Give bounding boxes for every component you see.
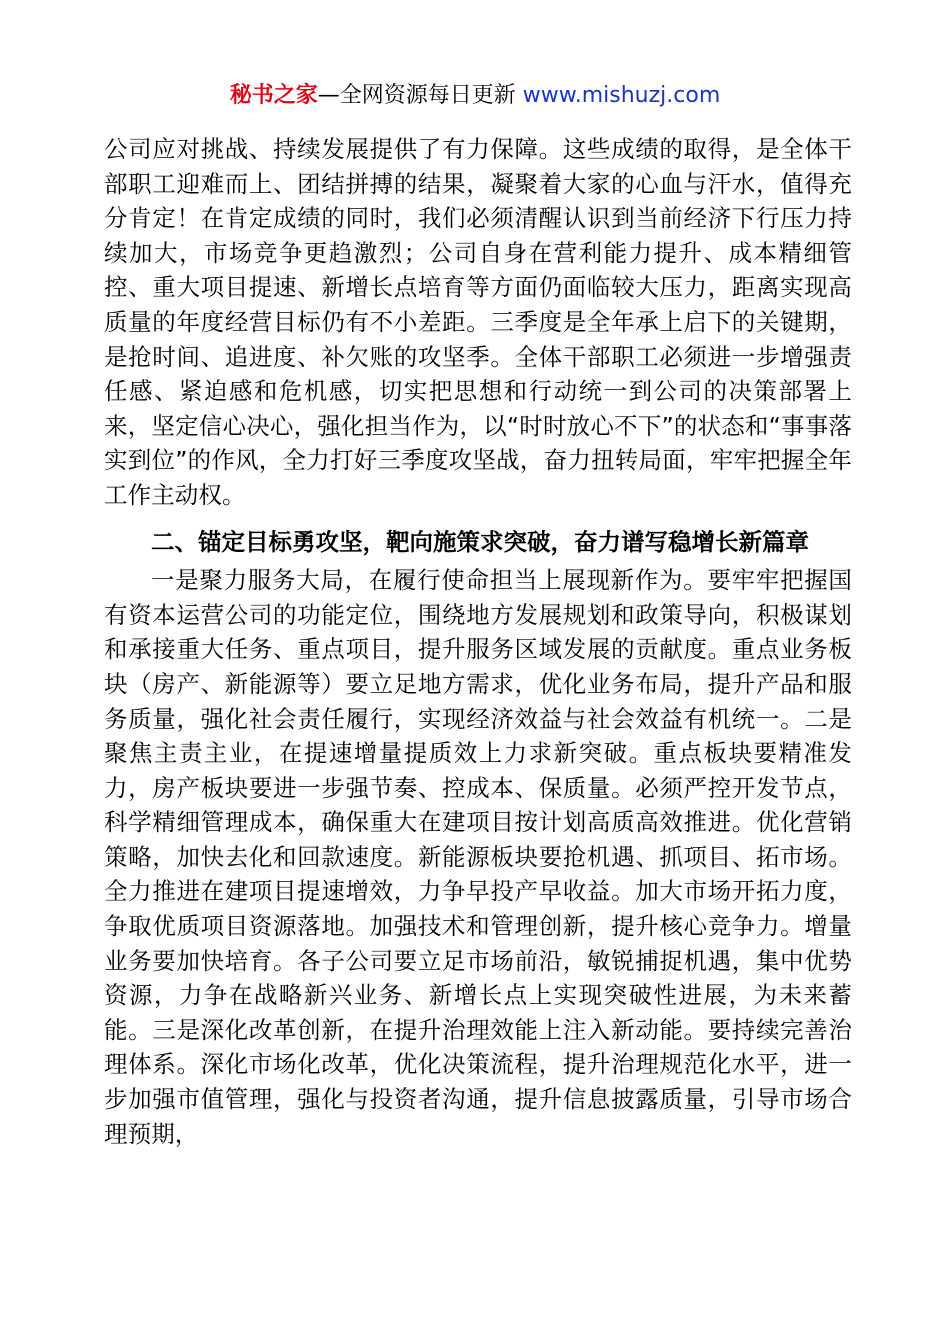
section-heading: 二、锚定目标勇攻坚，靶向施策求突破，奋力谱写稳增长新篇章 [151, 527, 809, 556]
paragraph-continuation: 公司应对挑战、持续发展提供了有力保障。这些成绩的取得，是全体干部职工迎难而上、团结拼搏的结果，凝聚着大家的心血与汗水，值得充分肯定！在肯定成绩的同时，我们必须清醒认识到当前经济下行压力持续加大，市场竞争更趋激烈；公司自身在营利能力提升、成本精细管控、重大项目提速、新增长点培育等方面仍面临较大压力，距离实现高质量的年度经营目标仍有不小差距。三季度是全年承上启下的关键期，是抢时间、追进度、补欠账的攻坚季。全体干部职工必须进一步增强责任感、紧迫感和危机感，切实把思想和行动统一到公司的决策部署上来，坚定信心决心，强化担当作为，以“时时放心不下”的状态和“事事落实到位”的作风，全力打好三季度攻坚战，奋力扭转局面，牢牢把握全年工作主动权。 [104, 135, 852, 509]
header-tagline: —全网资源每日更新 [317, 83, 523, 108]
brand-name: 秘书之家 [229, 83, 318, 108]
site-url-link[interactable]: www.mishuzj.com [522, 83, 721, 108]
document-body [104, 132, 852, 1151]
site-header [0, 80, 950, 112]
paragraph-section-body: 一是聚力服务大局，在履行使命担当上展现新作为。要牢牢把握国有资本运营公司的功能定位，围绕地方发展规划和政策导向，积极谋划和承接重大任务、重点项目，提升服务区域发展的贡献度。重点业务板块（房产、新能源等）要立足地方需求，优化业务布局，提升产品和服务质量，强化社会责任履行，实现经济效益与社会效益有机统一。二是聚焦主责主业，在提速增量提质效上力求新突破。重点板块要精准发力，房产板块要进一步强节奏、控成本、保质量。必须严控开发节点，科学精细管理成本，确保重大在建项目按计划高质高效推进。优化营销策略，加快去化和回款速度。新能源板块要抢机遇、抓项目、拓市场。全力推进在建项目提速增效，力争早投产早收益。加大市场开拓力度，争取优质项目资源落地。加强技术和管理创新，提升核心竞争力。增量业务要加快培育。各子公司要立足市场前沿，敏锐捕捉机遇，集中优势资源，力争在战略新兴业务、新增长点上实现突破性进展，为未来蓄能。三是深化改革创新，在提升治理效能上注入新动能。要持续完善治理体系。深化市场化改革，优化决策流程，提升治理规范化水平，进一步加强市值管理，强化与投资者沟通，提升信息披露质量，引导市场合理预期， [104, 566, 852, 1148]
